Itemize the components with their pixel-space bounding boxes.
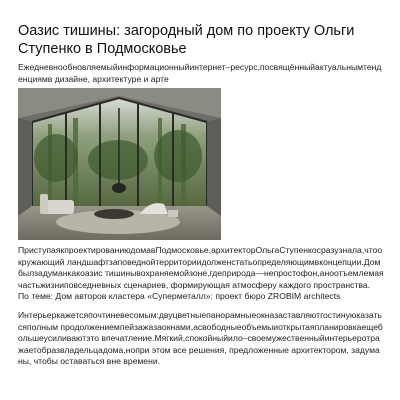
related-article-link[interactable]: По теме: Дом авторов кластера «Суперметалл»: проект бюро ZROBIM architects <box>18 291 341 301</box>
article-paragraph: Интерьеркажетсяпочтиневесомым:двуцветныепанорамныеокназаставляютгостинуюказатьсяполным продолжениемпейзажазаокнами,асвободныеобъемыиоткрытаяпланировкаещебольшеусиливаютэто впечатление.Мягкий,спокойныйило–своемужественныйинтерьеротражаетобразвладельцадома,нопри этом все решения, предложенные архитектором, задуманы, чтобы оставаться вне времени. <box>18 310 383 366</box>
article-lead: Ежедневнообновляемыйинформационныйинтернет–ресурс,посвящённыйактуальнымтенденциямв дизайне, архитектуре и арте <box>18 62 382 84</box>
article-paragraph: ПриступаякпроектированиюдомавПодмосковье,архитекторОльгаСтупенкосразузнала,чтоокружающий ландшафтзаповеднойтерриториидолженстатьопределяющимвконцепции.Домбылзадуманкакоазис тишинывохраняемойзоне,гдеприрода—непростофон,аноотъемлемаячастьжизниповседневных сценариев, формирующая атмосферу каждого пространства. <box>18 245 384 290</box>
living-room-interior-photo <box>18 88 221 240</box>
article-title: Оазис тишины: загородный дом по проекту Ольги Ступенко в Подмосковье <box>18 23 355 57</box>
